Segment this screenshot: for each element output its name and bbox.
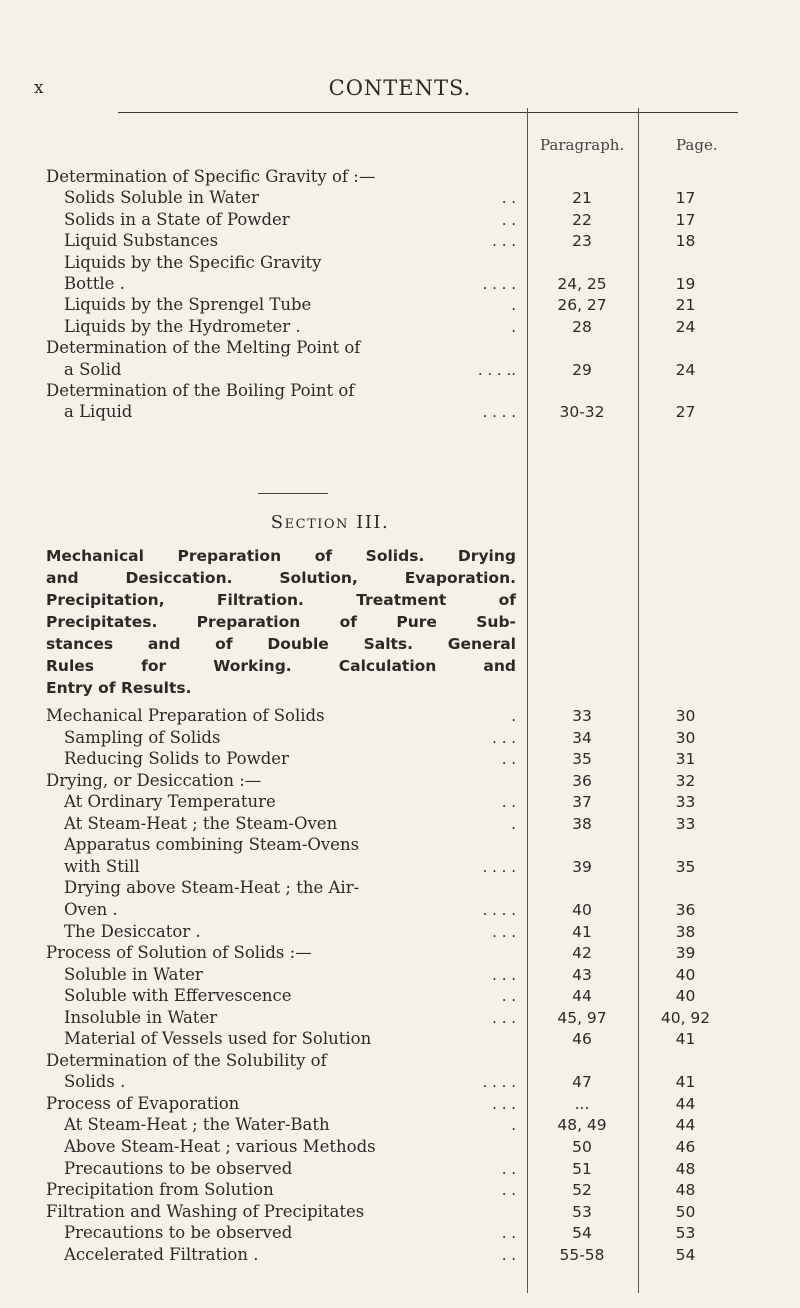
entry-label: Determination of the Melting Point of xyxy=(46,338,361,358)
contents-entry xyxy=(46,705,786,727)
dot-leader: . . xyxy=(501,1245,516,1264)
contents-entry xyxy=(46,791,786,813)
entry-label: Determination of the Solubility of xyxy=(46,1050,327,1070)
entry-label: Solids . xyxy=(64,1072,126,1092)
contents-entry xyxy=(46,1158,786,1180)
contents-entry xyxy=(46,166,786,188)
entry-page: 40 xyxy=(675,987,696,1006)
entry-label: Precautions to be observed xyxy=(64,1223,293,1243)
entry-page: 54 xyxy=(675,1245,696,1264)
entry-page: 53 xyxy=(675,1224,696,1243)
entry-page: 38 xyxy=(675,922,696,941)
entry-page: 41 xyxy=(675,1030,696,1049)
entry-page: 32 xyxy=(675,771,696,790)
contents-entry xyxy=(46,230,786,252)
dot-leader: . . . xyxy=(492,232,516,251)
entry-label: Above Steam-Heat ; various Methods xyxy=(64,1137,376,1156)
entry-paragraph: 38 xyxy=(572,814,592,833)
entry-paragraph: 21 xyxy=(572,189,592,208)
contents-entry xyxy=(46,380,786,402)
dot-leader: . . xyxy=(501,987,516,1006)
entry-label: Determination of Specific Gravity of :— xyxy=(46,167,376,186)
contents-entry xyxy=(46,1179,786,1201)
dot-leader: . . xyxy=(501,1181,516,1200)
contents-entry xyxy=(46,1050,786,1072)
dot-leader: . . . .. xyxy=(477,360,516,379)
entry-page: 41 xyxy=(675,1073,696,1092)
entry-page: 17 xyxy=(675,189,696,208)
entry-label: Soluble in Water xyxy=(64,964,203,984)
dot-leader: . . . xyxy=(492,1094,516,1113)
entry-paragraph: 41 xyxy=(572,922,592,941)
dot-leader: . . . . xyxy=(482,1073,516,1092)
entry-paragraph: 43 xyxy=(572,965,592,984)
contents-entry xyxy=(46,1244,786,1266)
entry-page: 33 xyxy=(675,793,696,812)
entry-label: Liquids by the Sprengel Tube xyxy=(64,295,312,315)
entry-page: 44 xyxy=(675,1116,696,1135)
entry-label: Insoluble in Water xyxy=(64,1007,218,1027)
contents-entry xyxy=(46,294,786,316)
entry-page: 46 xyxy=(675,1138,696,1156)
summary-line: Mechanical Preparation of Solids. Drying xyxy=(46,547,516,565)
entry-page: 48 xyxy=(675,1159,696,1178)
dot-leader: . . . . xyxy=(482,857,516,876)
entry-paragraph: 37 xyxy=(572,793,592,812)
dot-leader: . . . . xyxy=(482,403,516,422)
entry-page: 30 xyxy=(675,707,696,725)
entry-label: Determination of the Boiling Point of xyxy=(46,381,355,400)
entry-label: a Liquid xyxy=(64,402,133,422)
page-number: x xyxy=(34,78,44,98)
contents-entry xyxy=(46,727,786,749)
entry-page: 19 xyxy=(675,275,696,293)
entry-label: Drying, or Desiccation :— xyxy=(46,770,262,790)
summary-line: Precipitation, Filtration. Treatment of xyxy=(46,591,516,609)
entry-page: 36 xyxy=(675,900,696,919)
entry-paragraph: 46 xyxy=(572,1030,592,1049)
entry-label: Sampling of Solids xyxy=(64,727,221,747)
entry-paragraph: 54 xyxy=(572,1224,592,1243)
entry-label: At Steam-Heat ; the Steam-Oven xyxy=(64,813,338,833)
entry-paragraph: 50 xyxy=(572,1138,592,1156)
entry-page: 31 xyxy=(675,750,696,769)
contents-entry xyxy=(46,1201,786,1223)
entry-label: Accelerated Filtration . xyxy=(64,1244,259,1264)
entry-label: Soluble with Effervescence xyxy=(64,986,292,1006)
section-separator-rule xyxy=(258,493,328,494)
entry-label: Bottle . xyxy=(64,274,125,293)
entry-paragraph: ... xyxy=(574,1094,590,1113)
contents-entry xyxy=(46,1222,786,1244)
entry-label: Liquids by the Hydrometer . xyxy=(64,316,301,336)
entry-paragraph: 28 xyxy=(572,317,592,336)
entry-label: Solids in a State of Powder xyxy=(64,209,290,229)
entry-page: 17 xyxy=(675,210,696,229)
contents-entry xyxy=(46,252,786,274)
running-head: CONTENTS. xyxy=(328,76,472,100)
contents-entry xyxy=(46,337,786,359)
entry-paragraph: 22 xyxy=(572,210,592,229)
entry-page: 40 xyxy=(675,965,696,984)
summary-line: Precipitates. Preparation of Pure Sub- xyxy=(46,613,516,631)
dot-leader: . xyxy=(511,707,516,725)
dot-leader: . . . xyxy=(492,1008,516,1027)
entry-paragraph: 44 xyxy=(572,987,592,1006)
entry-paragraph: 34 xyxy=(572,728,592,747)
entry-page: 44 xyxy=(675,1094,696,1113)
dot-leader: . . . xyxy=(492,728,516,747)
contents-entry xyxy=(46,964,786,986)
entry-paragraph: 26, 27 xyxy=(557,296,607,315)
entry-label: Apparatus combining Steam-Ovens xyxy=(64,835,360,855)
contents-entry xyxy=(46,209,786,231)
entry-page: 27 xyxy=(675,403,696,422)
entry-paragraph: 33 xyxy=(572,707,592,725)
dot-leader: . . xyxy=(501,1159,516,1178)
entry-page: 24 xyxy=(675,360,696,379)
entry-paragraph: 53 xyxy=(572,1202,592,1221)
contents-entry xyxy=(46,985,786,1007)
summary-line: Rules for Working. Calculation and xyxy=(46,657,516,675)
entry-page: 35 xyxy=(675,857,696,876)
dot-leader: . . . xyxy=(492,922,516,941)
entry-paragraph: 47 xyxy=(572,1073,592,1092)
contents-entry xyxy=(46,877,786,899)
entry-page: 30 xyxy=(675,728,696,747)
entry-label: Precautions to be observed xyxy=(64,1158,293,1178)
contents-entry xyxy=(46,942,786,964)
dot-leader: . xyxy=(511,317,516,336)
entry-paragraph: 24, 25 xyxy=(557,275,607,293)
entry-page: 50 xyxy=(675,1202,696,1221)
entry-paragraph: 40 xyxy=(572,900,592,919)
entry-paragraph: 51 xyxy=(572,1159,592,1178)
summary-line: and Desiccation. Solution, Evaporation. xyxy=(46,569,516,587)
entry-label: Process of Evaporation xyxy=(46,1093,240,1113)
contents-entry xyxy=(46,359,786,381)
dot-leader: . . xyxy=(501,793,516,812)
entry-paragraph: 52 xyxy=(572,1181,592,1200)
entry-label: Reducing Solids to Powder xyxy=(64,749,289,769)
contents-entry xyxy=(46,316,786,338)
entry-page: 21 xyxy=(675,296,696,315)
entry-label: a Solid xyxy=(64,359,122,379)
contents-entry xyxy=(46,1093,786,1115)
entry-paragraph: 36 xyxy=(572,771,592,790)
dot-leader: . . . . xyxy=(482,900,516,919)
contents-entry xyxy=(46,187,786,209)
entry-label: Process of Solution of Solids :— xyxy=(46,943,312,963)
dot-leader: . . xyxy=(501,210,516,229)
contents-entry xyxy=(46,273,786,295)
contents-entry xyxy=(46,834,786,856)
entry-label: with Still xyxy=(64,856,140,876)
dot-leader: . . . xyxy=(492,965,516,984)
contents-entry xyxy=(46,401,786,423)
entry-label: Filtration and Washing of Precipitates xyxy=(46,1201,365,1221)
entry-label: The Desiccator . xyxy=(64,921,201,941)
entry-page: 40, 92 xyxy=(660,1008,711,1027)
contents-entry xyxy=(46,1028,786,1050)
entry-paragraph: 29 xyxy=(572,360,592,379)
contents-entry xyxy=(46,899,786,921)
summary-line: stances and of Double Salts. General xyxy=(46,635,516,653)
entry-label: Liquid Substances xyxy=(64,231,219,251)
section-title: Section III. xyxy=(270,512,390,533)
dot-leader: . xyxy=(511,296,516,315)
contents-entry xyxy=(46,770,786,792)
entry-paragraph: 55-58 xyxy=(559,1245,605,1264)
top-rule xyxy=(118,112,738,113)
entry-label: Liquids by the Specific Gravity xyxy=(64,252,322,272)
summary-line: Entry of Results. xyxy=(46,679,192,697)
dot-leader: . . xyxy=(501,189,516,208)
dot-leader: . xyxy=(511,814,516,833)
entry-label: Material of Vessels used for Solution xyxy=(64,1029,372,1049)
entry-paragraph: 42 xyxy=(572,944,592,963)
contents-entry xyxy=(46,1136,786,1158)
column-header-page: Page. xyxy=(676,136,718,154)
entry-page: 33 xyxy=(675,814,696,833)
dot-leader: . . . . xyxy=(482,275,516,293)
entry-page: 48 xyxy=(675,1181,696,1200)
section-summary xyxy=(46,545,516,699)
contents-entry xyxy=(46,1071,786,1093)
entry-paragraph: 23 xyxy=(572,232,592,251)
entry-label: Solids Soluble in Water xyxy=(64,188,259,208)
dot-leader: . . xyxy=(501,1224,516,1243)
contents-entry xyxy=(46,856,786,878)
entry-label: At Ordinary Temperature xyxy=(64,792,276,812)
entry-paragraph: 48, 49 xyxy=(557,1116,607,1135)
entry-page: 18 xyxy=(675,232,696,251)
dot-leader: . xyxy=(511,1116,516,1135)
entry-label: Drying above Steam-Heat ; the Air- xyxy=(64,878,360,898)
column-header-paragraph: Paragraph. xyxy=(540,136,625,154)
entry-paragraph: 30-32 xyxy=(559,403,605,422)
entry-page: 24 xyxy=(675,317,696,336)
entry-label: Mechanical Preparation of Solids xyxy=(46,706,325,725)
entry-paragraph: 35 xyxy=(572,750,592,769)
contents-entry xyxy=(46,1114,786,1136)
entry-paragraph: 39 xyxy=(572,857,592,876)
entry-label: At Steam-Heat ; the Water-Bath xyxy=(64,1115,330,1135)
entry-paragraph: 45, 97 xyxy=(557,1008,607,1027)
entry-label: Oven . xyxy=(64,899,118,919)
contents-entry xyxy=(46,921,786,943)
contents-entry xyxy=(46,1007,786,1029)
contents-entry xyxy=(46,748,786,770)
entry-label: Precipitation from Solution xyxy=(46,1180,274,1200)
dot-leader: . . xyxy=(501,750,516,769)
entry-page: 39 xyxy=(675,944,696,963)
contents-entry xyxy=(46,813,786,835)
